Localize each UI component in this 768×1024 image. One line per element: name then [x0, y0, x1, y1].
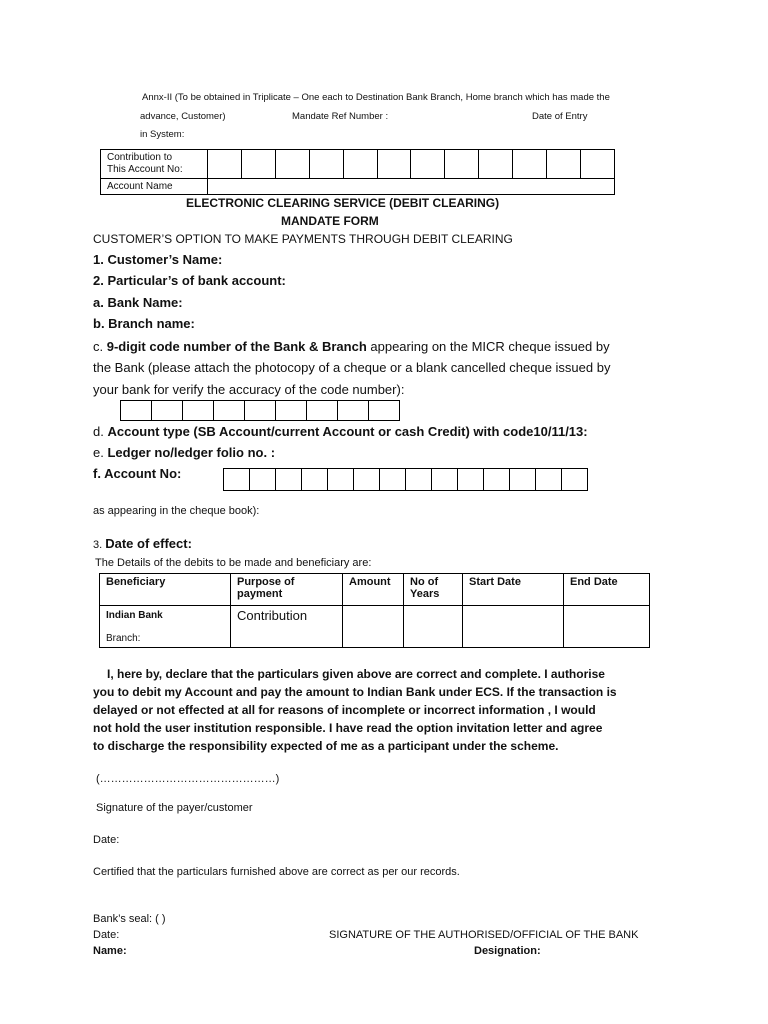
as-appearing-note: as appearing in the cheque book):	[93, 505, 260, 517]
annex-header-line1: Annx-II (To be obtained in Triplicate – One each to Destination Bank Branch, Home branch which has made the	[142, 92, 610, 103]
declaration-line: to discharge the responsibility expected of me as a participant under the scheme.	[93, 739, 559, 753]
col-header-years	[404, 574, 463, 606]
account-no-label: f. Account No:	[93, 466, 182, 481]
purpose-header-line2: payment	[237, 588, 283, 600]
account-digit-box[interactable]	[547, 150, 581, 179]
account-no-digit-box[interactable]	[302, 468, 328, 491]
micr-digit-box[interactable]	[369, 400, 400, 421]
account-no-digit-box[interactable]	[562, 468, 588, 491]
account-no-digit-box[interactable]	[484, 468, 510, 491]
micr-digit-box[interactable]	[307, 400, 338, 421]
beneficiary-bank: Indian Bank	[106, 610, 163, 621]
micr-code-line3: your bank for verify the accuracy of the code number):	[93, 382, 405, 397]
account-no-digit-box[interactable]	[250, 468, 276, 491]
official-designation-label: Designation:	[474, 945, 541, 957]
particulars-label: 2. Particular’s of bank account:	[93, 273, 286, 288]
account-type-row	[93, 424, 588, 439]
account-digit-box[interactable]	[343, 150, 377, 179]
account-digit-box[interactable]	[513, 150, 547, 179]
micr-digit-box[interactable]	[183, 400, 214, 421]
branch-name-label: b. Branch name:	[93, 316, 195, 331]
account-digit-box[interactable]	[479, 150, 513, 179]
ledger-prefix: e.	[93, 445, 108, 460]
micr-code-line1	[93, 339, 610, 354]
account-type-label: Account type (SB Account/current Account or cash Credit) with code10/11/13:	[107, 424, 588, 439]
account-no-digit-box[interactable]	[432, 468, 458, 491]
micr-digit-box[interactable]	[245, 400, 276, 421]
account-no-digit-box[interactable]	[510, 468, 536, 491]
bank-seal-label: Bank’s seal: ( )	[93, 913, 166, 925]
annex-header-line3: in System:	[140, 129, 185, 140]
beneficiary-cell[interactable]	[100, 606, 231, 648]
micr-digit-box[interactable]	[214, 400, 245, 421]
official-signature-label: SIGNATURE OF THE AUTHORISED/OFFICIAL OF THE BANK	[329, 929, 639, 941]
end-date-cell[interactable]	[564, 606, 650, 648]
account-no-digit-box[interactable]	[223, 468, 250, 491]
account-no-digit-box[interactable]	[354, 468, 380, 491]
purpose-header-line1: Purpose of	[237, 576, 295, 588]
micr-digit-box[interactable]	[276, 400, 307, 421]
purpose-cell[interactable]	[231, 606, 343, 648]
annex-header-line2: advance, Customer)	[140, 111, 226, 122]
account-digit-box[interactable]	[377, 150, 411, 179]
contribution-account-table	[100, 149, 615, 195]
amount-cell[interactable]	[343, 606, 404, 648]
col-header-start-date: Start Date	[463, 574, 564, 606]
certified-statement: Certified that the particulars furnished above are correct as per our records.	[93, 866, 460, 878]
micr-digit-box[interactable]	[120, 400, 152, 421]
signature-dots: (…………………………………………)	[96, 773, 280, 785]
ledger-label: Ledger no/ledger folio no. :	[107, 445, 276, 460]
date-of-entry-label: Date of Entry	[532, 111, 588, 122]
account-digit-box[interactable]	[445, 150, 479, 179]
account-no-digit-box[interactable]	[458, 468, 484, 491]
customer-name-label: 1. Customer’s Name:	[93, 252, 223, 267]
declaration-line: not hold the user institution responsible. I have read the option invitation letter and agree	[93, 721, 603, 735]
account-type-prefix: d.	[93, 424, 108, 439]
col-header-purpose	[231, 574, 343, 606]
contribution-account-label	[101, 150, 208, 179]
mandate-ref-label: Mandate Ref Number :	[292, 111, 389, 122]
start-date-cell[interactable]	[463, 606, 564, 648]
account-name-field[interactable]	[208, 179, 615, 195]
account-digit-box[interactable]	[580, 150, 614, 179]
account-no-digit-box[interactable]	[328, 468, 354, 491]
date-of-effect-prefix: 3.	[93, 539, 106, 551]
declaration-line: delayed or not effected at all for reasons of incomplete or incorrect information , I would	[93, 703, 596, 717]
declaration-line: I, here by, declare that the particulars given above are correct and complete. I authorise	[107, 667, 605, 681]
micr-digit-box[interactable]	[338, 400, 369, 421]
col-header-end-date: End Date	[564, 574, 650, 606]
col-header-amount: Amount	[343, 574, 404, 606]
bank-date-label: Date:	[93, 929, 120, 941]
details-intro: The Details of the debits to be made and beneficiary are:	[95, 557, 372, 569]
account-no-digit-box[interactable]	[380, 468, 406, 491]
micr-code-prefix: c.	[93, 339, 107, 354]
form-title: ELECTRONIC CLEARING SERVICE (DEBIT CLEARING)	[186, 196, 500, 210]
form-subtitle: MANDATE FORM	[281, 214, 379, 228]
account-no-boxes	[223, 468, 588, 491]
col-header-beneficiary: Beneficiary	[100, 574, 231, 606]
customer-option-title: CUSTOMER’S OPTION TO MAKE PAYMENTS THROUGH DEBIT CLEARING	[93, 232, 513, 246]
account-digit-box[interactable]	[241, 150, 275, 179]
contribution-label-line2: This Account No:	[107, 164, 183, 175]
account-no-digit-box[interactable]	[536, 468, 562, 491]
years-header-line1: No of	[410, 576, 439, 588]
account-digit-box[interactable]	[411, 150, 445, 179]
micr-code-line2: the Bank (please attach the photocopy of a cheque or a blank cancelled cheque issued by	[93, 360, 611, 375]
date-of-effect-row	[93, 536, 192, 551]
years-cell[interactable]	[404, 606, 463, 648]
ledger-row	[93, 445, 275, 460]
debit-details-table	[99, 573, 650, 648]
date-of-effect-label: Date of effect:	[105, 536, 192, 551]
account-name-label: Account Name	[101, 179, 208, 195]
contribution-label-line1: Contribution to	[107, 152, 173, 163]
bank-name-label: a. Bank Name:	[93, 295, 183, 310]
account-digit-box[interactable]	[275, 150, 309, 179]
declaration-line: you to debit my Account and pay the amount to Indian Bank under ECS. If the transaction is	[93, 685, 617, 699]
beneficiary-branch: Branch:	[106, 633, 141, 644]
years-header-line2: Years	[410, 588, 440, 600]
micr-code-bold: 9-digit code number of the Bank & Branch	[106, 339, 367, 354]
declaration-text	[93, 665, 617, 755]
micr-code-boxes	[120, 400, 400, 421]
signature-payer-label: Signature of the payer/customer	[96, 802, 253, 814]
micr-digit-box[interactable]	[152, 400, 183, 421]
account-no-digit-box[interactable]	[276, 468, 302, 491]
micr-code-rest: appearing on the MICR cheque issued by	[366, 339, 610, 354]
official-name-label: Name:	[93, 945, 127, 957]
account-no-digit-box[interactable]	[406, 468, 432, 491]
date-label: Date:	[93, 834, 120, 846]
purpose-value: Contribution	[237, 608, 308, 623]
account-digit-box[interactable]	[208, 150, 242, 179]
account-digit-box[interactable]	[309, 150, 343, 179]
